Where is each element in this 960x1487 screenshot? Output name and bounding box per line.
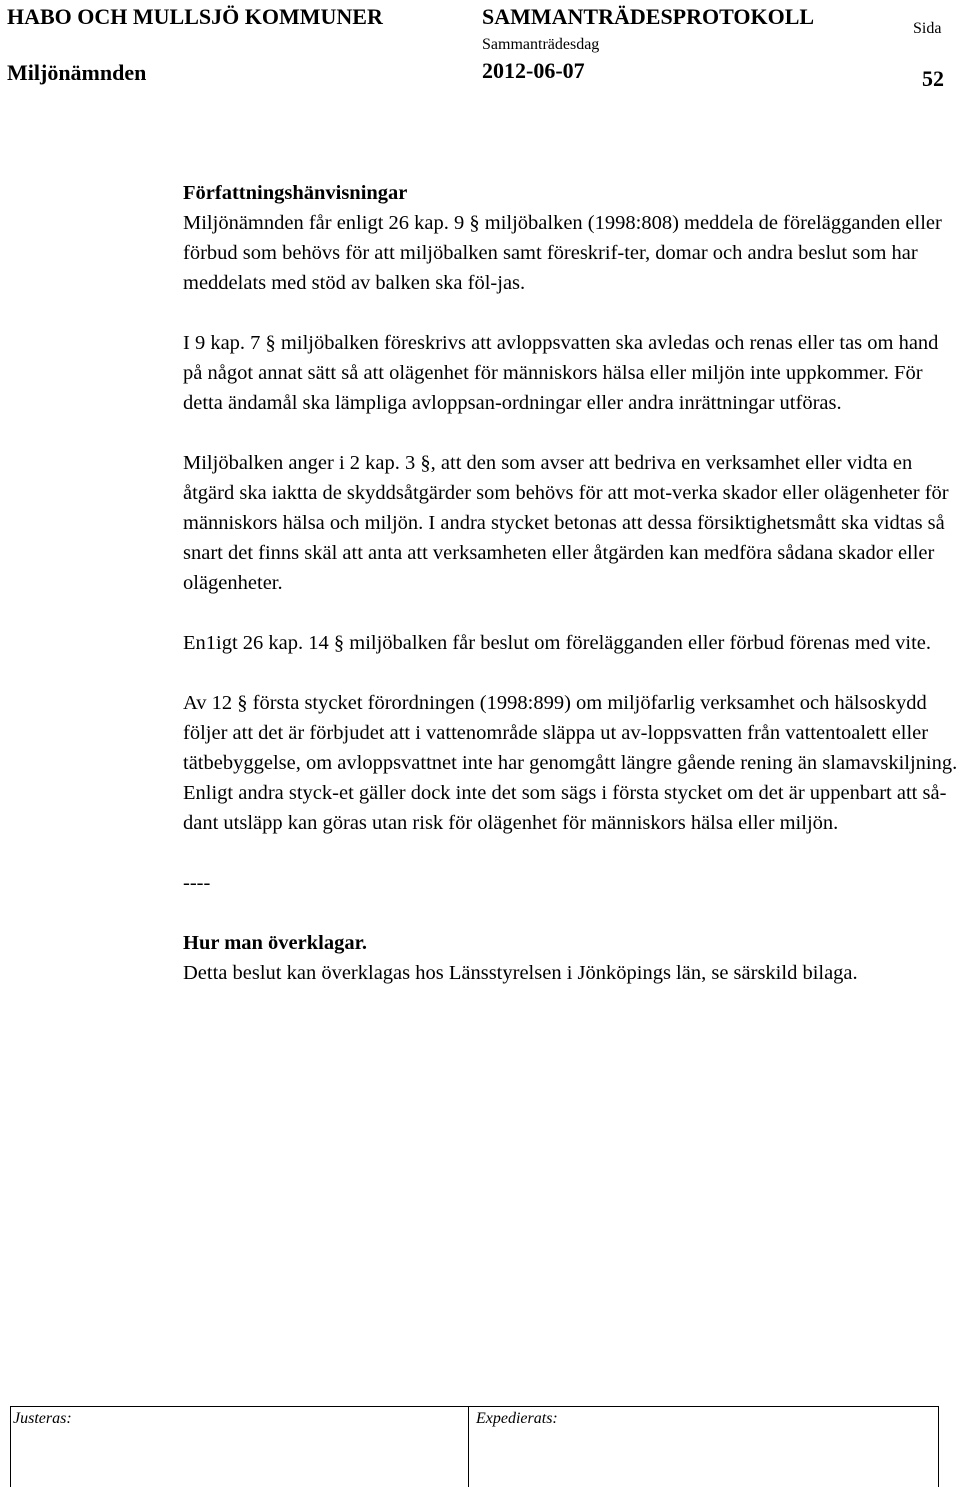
footer-rule (10, 1406, 938, 1407)
section-heading-appeal: Hur man överklagar. (183, 932, 367, 954)
paragraph-2: I 9 kap. 7 § miljöbalken föreskrivs att avloppsvatten ska avledas och renas eller tas om hand på något annat sätt så att olägenhet för människors hälsa eller miljön inte uppkommer. För detta ändamål ska lämpliga avloppsan-ordningar eller andra inrättningar utföras. (183, 332, 939, 414)
document-body (183, 178, 958, 988)
footer-divider-middle (468, 1406, 469, 1487)
header-page-label: Sida (913, 20, 942, 37)
footer-divider-right (938, 1406, 939, 1487)
header-unit: Miljönämnden (7, 60, 147, 85)
paragraph-1: Miljönämnden får enligt 26 kap. 9 § miljöbalken (1998:808) meddela de förelägganden eller förbud som behövs för att miljöbalken samt föreskrif-ter, domar och andra beslut som har meddelats med stöd av balken ska föl-jas. (183, 212, 942, 294)
header-document-type: SAMMANTRÄDESPROTOKOLL (482, 4, 815, 29)
header-page-number: 52 (922, 66, 944, 91)
footer-expedierats-label: Expedierats: (476, 1410, 558, 1427)
paragraph-3: Miljöbalken anger i 2 kap. 3 §, att den som avser att bedriva en verksamhet eller vidta en åtgärd ska iaktta de skyddsåtgärder som behövs för att mot-verka skador eller olägenheter för människors hälsa och miljön. I andra stycket betonas att dessa försiktighetsmått ska vidtas så snart det finns skäl att anta att verksamheten eller åtgärden kan medföra sådana skador eller olägenheter. (183, 452, 949, 594)
paragraph-5: Av 12 § första stycket förordningen (1998:899) om miljöfarlig verksamhet och hälsoskydd följer att det är förbjudet att i vattenområde släppa ut av-loppsvatten från vattentoalett eller tätbebyggelse, om avloppsvattnet inte har genomgått längre gående rening än slamavskiljning. Enligt andra styck-et gäller dock inte det som sägs i första stycket om det är uppenbart att så-dant utsläpp kan göras utan risk för olägenhet för människors hälsa eller miljön. (183, 692, 958, 834)
footer-justeras-label: Justeras: (13, 1410, 72, 1427)
header-meeting-day-label: Sammanträdesdag (482, 36, 600, 53)
section-heading-references: Författningshänvisningar (183, 182, 408, 204)
header-organization: HABO OCH MULLSJÖ KOMMUNER (7, 4, 383, 29)
separator-text: ---- (183, 872, 211, 894)
footer-divider-left (10, 1406, 11, 1487)
paragraph-4: En1igt 26 kap. 14 § miljöbalken får beslut om förelägganden eller förbud förenas med vite. (183, 632, 932, 654)
paragraph-6: Detta beslut kan överklagas hos Länsstyrelsen i Jönköpings län, se särskild bilaga. (183, 962, 858, 984)
header-date: 2012-06-07 (482, 58, 585, 83)
